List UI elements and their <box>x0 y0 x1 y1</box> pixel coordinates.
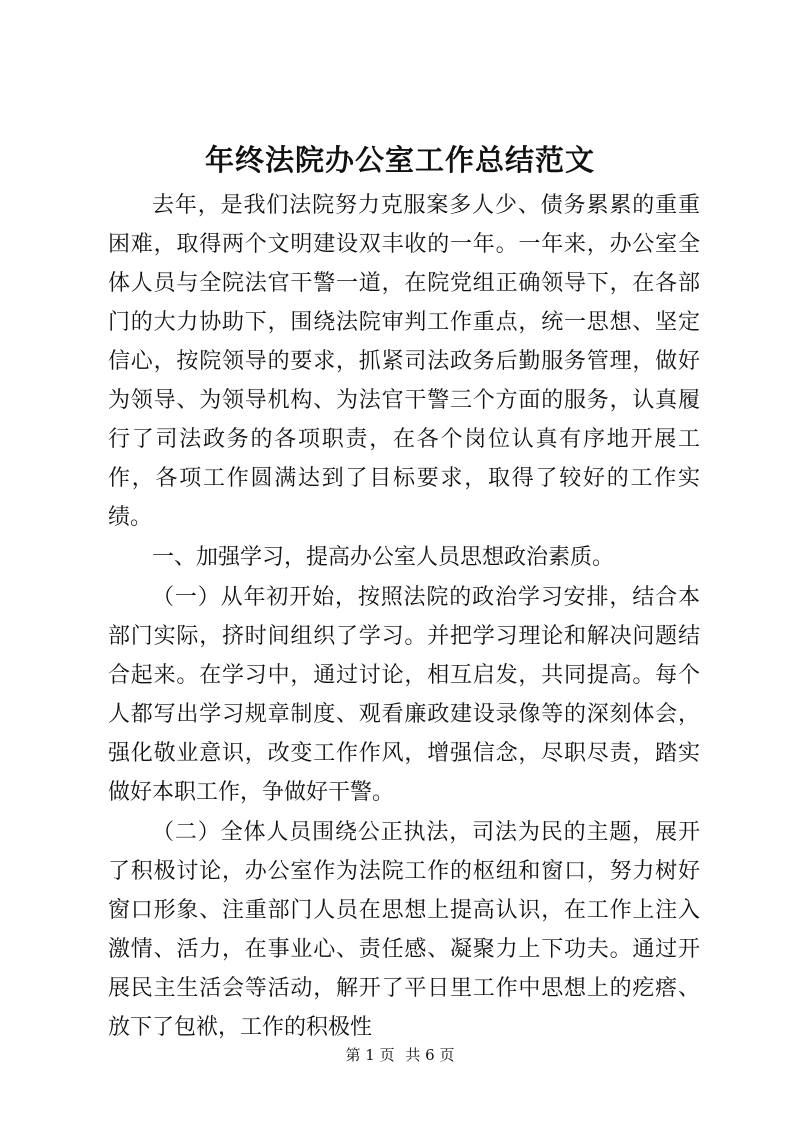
paragraph-intro: 去年，是我们法院努力克服案多人少、债务累累的重重困难，取得两个文明建设双丰收的一年。一年来，办公室全体人员与全院法官干警一道，在院党组正确领导下，在各部门的大力协助下，围绕法院审判工作重点，统一思想、坚定信心，按院领导的要求，抓紧司法政务后勤服务管理，做好为领导、为领导机构、为法官干警三个方面的服务，认真履行了司法政务的各项职责，在各个岗位认真有序地开展工作，各项工作圆满达到了目标要求，取得了较好的工作实绩。 <box>108 193 700 530</box>
page-number: 第 1 页 <box>345 1046 395 1064</box>
page-total: 共 6 页 <box>405 1046 455 1064</box>
document-title: 年终法院办公室工作总结范文 <box>204 143 595 177</box>
paragraph-section-heading: 一、加强学习，提高办公室人员思想政治素质。 <box>152 545 615 570</box>
paragraph-item-1: （一）从年初开始，按照法院的政治学习安排，结合本部门实际，挤时间组织了学习。并把学习理论和解决问题结合起来。在学习中，通过讨论，相互启发，共同提高。每个人都写出学习规章制度、观看廉政建设录像等的深刻体会，强化敬业意识，改变工作作风，增强信念，尽职尽责，踏实做好本职工作，争做好干警。 <box>108 585 700 805</box>
page-footer <box>0 1045 800 1065</box>
document-body <box>108 186 700 1047</box>
paragraph-item-2: （二）全体人员围绕公正执法，司法为民的主题，展开了积极讨论，办公室作为法院工作的枢纽和窗口，努力树好窗口形象、注重部门人员在思想上提高认识，在工作上注入激情、活力，在事业心、责任感、凝聚力上下功夫。通过开展民主生活会等活动，解开了平日里工作中思想上的疙瘩、放下了包袱，工作的积极性 <box>108 820 700 1040</box>
